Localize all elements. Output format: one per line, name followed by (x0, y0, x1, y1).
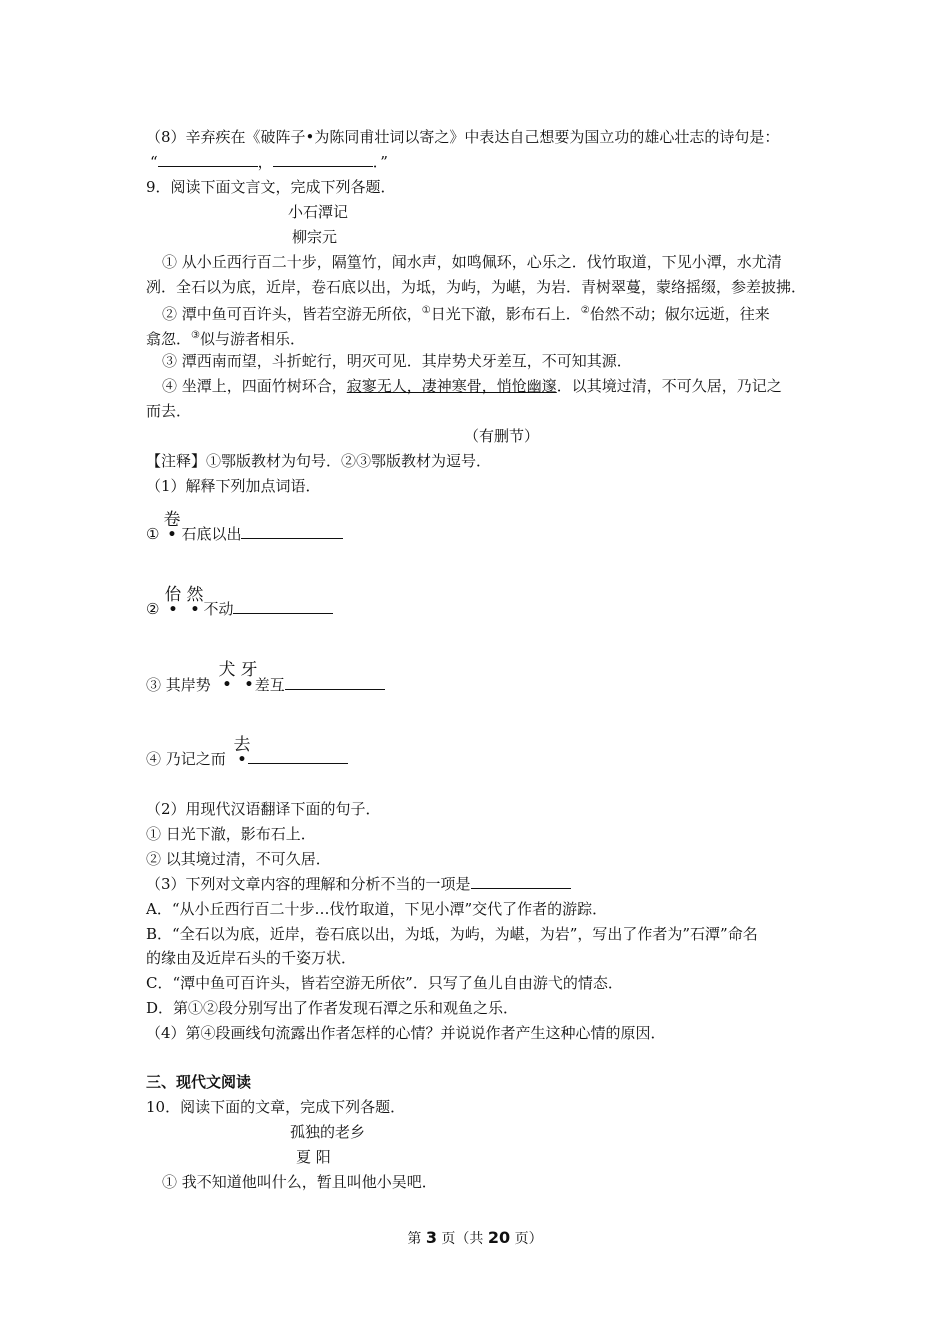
vocab-item-3: ③ 其岸势 差互 (146, 674, 385, 696)
emphasis-dot: • (190, 602, 200, 618)
answer-blank[interactable] (158, 152, 258, 167)
emphasis-dot: • (222, 677, 232, 693)
open-quote: “ (150, 153, 158, 171)
dotted-word-4: 去 • (231, 735, 253, 765)
translate-sentence-1: ① 日光下澈，影布石上． (146, 825, 316, 843)
subquestion-2: （2）用现代汉语翻译下面的句子． (146, 800, 381, 818)
answer-blank[interactable] (248, 749, 348, 764)
dotted-word-1: 卷 • (161, 510, 183, 540)
emphasis-dot: • (167, 527, 177, 543)
paragraph-2b: 翕忽．③似与游者相乐． (146, 330, 305, 348)
close-quote: ．” (372, 153, 388, 171)
dotted-word-3: 犬 牙 • • (216, 660, 260, 690)
q10-intro: 10．阅读下面的文章，完成下列各题． (146, 1098, 406, 1116)
paragraph-1a: ① 从小丘西行百二十步，隔篁竹，闻水声，如鸣佩环，心乐之．伐竹取道，下见小潭，水尤清 (162, 253, 782, 271)
emphasis-dot: • (237, 752, 247, 768)
answer-blank[interactable] (285, 675, 385, 690)
option-c: C．“潭中鱼可百许头，皆若空游无所依”．只写了鱼儿自由游弋的情态． (146, 974, 623, 992)
q8-blanks (150, 151, 388, 173)
page-number: 3 (425, 1228, 437, 1247)
answer-blank[interactable] (241, 524, 343, 539)
subquestion-1: （1）解释下列加点词语． (146, 477, 321, 495)
q9-intro: 9．阅读下面文言文，完成下列各题． (146, 178, 396, 196)
option-b-line2: 的缘由及近岸石头的千姿万状． (146, 949, 357, 967)
option-d: D．第①②段分别写出了作者发现石潭之乐和观鱼之乐． (146, 999, 519, 1017)
paragraph-2a: ② 潭中鱼可百许头，皆若空游无所依，①日光下澈，影布石上．②佁然不动；俶尔远逝，往来 (162, 305, 770, 323)
underlined-sentence: 寂寥无人，凄神寒骨，悄怆幽邃 (346, 377, 557, 395)
page-footer: 第 3 页（共 20 页） (407, 1228, 543, 1247)
abridged-note: （有删节） (464, 427, 540, 445)
option-a: A．“从小丘西行百二十步…伐竹取道，下见小潭”交代了作者的游踪． (146, 900, 608, 918)
section-heading: 三、现代文阅读 (146, 1073, 252, 1091)
article-title: 孤独的老乡 (290, 1123, 366, 1141)
paragraph-1b: 冽．全石以为底，近岸，卷石底以出，为坻，为屿，为嵁，为岩．青树翠蔓，蒙络摇缀，参差披拂． (146, 278, 807, 296)
q8-text: （8）辛弃疾在《破阵子•为陈同甫壮词以寄之》中表达自己想要为国立功的雄心壮志的诗句是： (146, 128, 780, 146)
option-b-line1: B．“全石以为底，近岸，卷石底以出，为坻，为屿，为嵁，为岩”，写出了作者为”石潭”命名 (146, 925, 758, 943)
answer-blank[interactable] (273, 152, 373, 167)
comma: ， (257, 153, 273, 171)
paragraph-4b: 而去． (146, 402, 192, 420)
passage-author: 柳宗元 (292, 228, 338, 246)
paragraph-4a: ④ 坐潭上，四面竹树环合，寂寥无人，凄神寒骨，悄怆幽邃．以其境过清，不可久居，乃记之 (162, 377, 782, 395)
answer-blank[interactable] (471, 874, 571, 889)
passage-title: 小石潭记 (288, 203, 349, 221)
annotation-note: 【注释】①鄂版教材为句号．②③鄂版教材为逗号． (146, 452, 492, 470)
vocab-item-1: ① 石底以出 (146, 523, 343, 545)
emphasis-dot: • (244, 677, 254, 693)
paragraph-3: ③ 潭西南而望，斗折蛇行，明灭可见．其岸势犬牙差互，不可知其源． (162, 352, 632, 370)
subquestion-4: （4）第④段画线句流露出作者怎样的心情？并说说作者产生这种心情的原因． (146, 1024, 666, 1042)
subquestion-3: （3）下列对文章内容的理解和分析不当的一项是 (146, 873, 571, 895)
answer-blank[interactable] (233, 599, 333, 614)
article-author: 夏 阳 (296, 1148, 331, 1166)
emphasis-dot: • (168, 602, 178, 618)
vocab-item-4: ④ 乃记之而 (146, 748, 348, 770)
dotted-word-2: 佁 然 • • (162, 585, 206, 615)
translate-sentence-2: ② 以其境过清，不可久居． (146, 850, 331, 868)
page-total: 20 (487, 1228, 511, 1247)
vocab-item-2: ② 不动 (146, 598, 333, 620)
article-paragraph-1: ① 我不知道他叫什么，暂且叫他小吴吧． (162, 1173, 437, 1191)
